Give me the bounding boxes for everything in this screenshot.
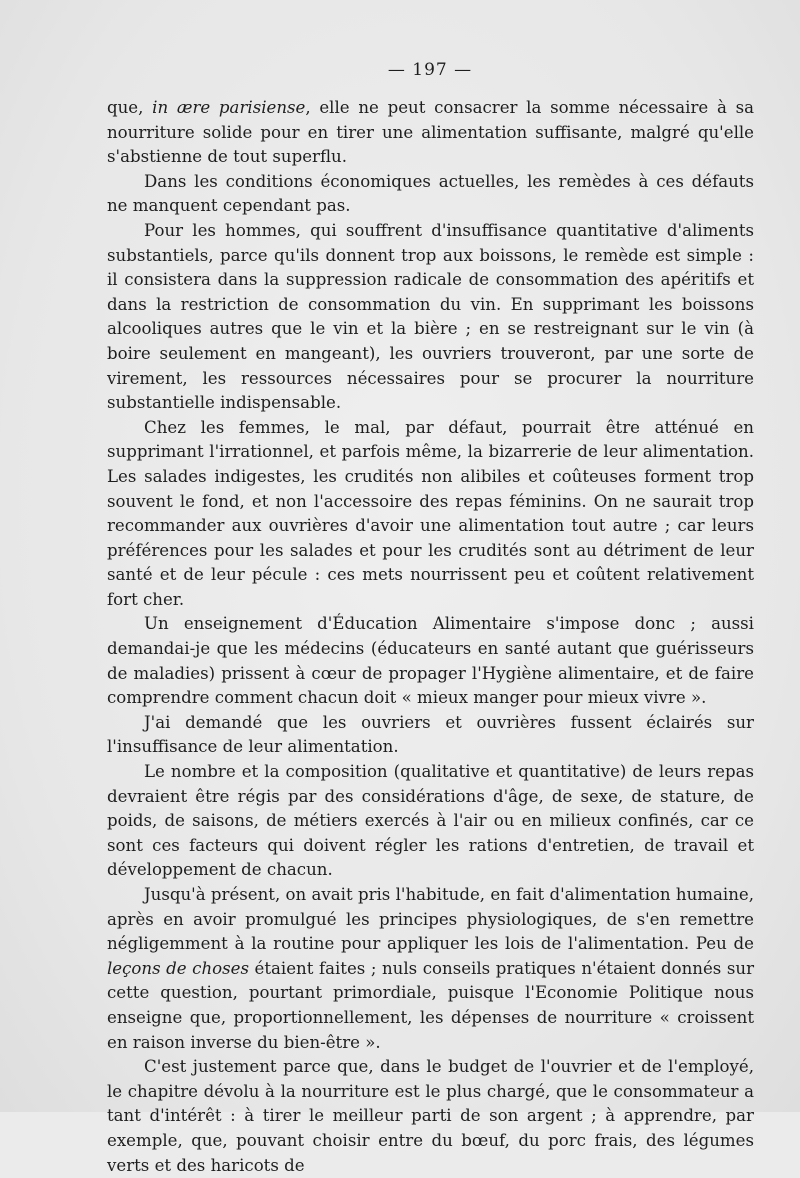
paragraph-1-start: que, xyxy=(107,98,153,117)
paragraph-1-end: , elle ne peut consacrer la somme nécessaire à sa nourriture solide pour en tirer une alimentation suffisante, malgré qu'elle s'abstienne de tout superflu. xyxy=(107,98,754,167)
paragraph-2: Dans les conditions économiques actuelles, les remèdes à ces défauts ne manquent cependant pas. xyxy=(107,171,754,216)
paragraph-1 xyxy=(107,96,754,170)
paragraph-8-end: étaient faites ; nuls conseils pratiques n'étaient donnés sur cette question, pourtant primordiale, puisque l'Economie Politique nous enseigne que, proportionnellement, les dépenses de nourriture « croissent en raison inverse du bien-être ». xyxy=(107,958,754,1052)
page-number: — 197 — xyxy=(387,60,473,80)
paragraph-7: Le nombre et la composition (qualitative et quantitative) de leurs repas devraient être régis par des considérations d'âge, de sexe, de stature, de poids, de saisons, de métiers exercés à l'air ou en milieux confinés, car ce sont ces facteurs qui doivent régler les rations d'entretien, de travail et développement de chacun. xyxy=(107,762,754,880)
paragraph-6: J'ai demandé que les ouvriers et ouvrières fussent éclairés sur l'insuffisance de leur alimentation. xyxy=(107,712,754,757)
paragraph-4: Chez les femmes, le mal, par défaut, pourrait être atténué en supprimant l'irrationnel, et parfois même, la bizarrerie de leur alimentation. Les salades indigestes, les crudités non alibiles et coûteuses forment trop souvent le fond, et non l'accessoire des repas féminins. On ne saurait trop recommander aux ouvrières d'avoir une alimentation tout autre ; car leurs préférences pour les salades et pour les crudités sont au détriment de leur santé et de leur pécule : ces mets nourrissent peu et coûtent relativement fort cher. xyxy=(107,417,754,609)
paragraph-8-italic: leçons de choses xyxy=(107,958,249,978)
paragraph-9: C'est justement parce que, dans le budget de l'ouvrier et de l'employé, le chapitre dévolu à la nourriture est le plus chargé, que le consommateur a tant d'intérêt : à tirer le meilleur parti de son argent ; à apprendre, par exemple, que, pouvant choisir entre du bœuf, du porc frais, des légumes verts et des haricots de xyxy=(107,1057,754,1175)
paragraph-3: Pour les hommes, qui souffrent d'insuffisance quantitative d'aliments substantiels, parce qu'ils donnent trop aux boissons, le remède est simple : il consistera dans la suppression radicale de consommation des apéritifs et dans la restriction de consommation du vin. En supprimant les boissons alcooliques autres que le vin et la bière ; en se restreignant sur le vin (à boire seulement en mangeant), les ouvriers trouveront, par une sorte de virement, les ressources nécessaires pour se procurer la nourriture substantielle indispensable. xyxy=(107,220,754,413)
paragraph-8 xyxy=(107,883,754,1055)
body-text xyxy=(107,96,754,1178)
paragraph-5: Un enseignement d'Éducation Alimentaire s'impose donc ; aussi demandai-je que les médecins (éducateurs en santé autant que guérisseurs de maladies) prissent à cœur de propager l'Hygiène alimentaire, et de faire comprendre comment chacun doit « mieux manger pour mieux vivre ». xyxy=(107,614,754,708)
paragraph-1-italic: in ære parisiense xyxy=(152,98,306,117)
paragraph-8-start: Jusqu'à présent, on avait pris l'habitude, en fait d'alimentation humaine, après en avoir promulgué les principes physiologiques, de s'en remettre négligemment à la routine pour appliquer les lois de l'alimentation. Peu de xyxy=(107,885,754,954)
